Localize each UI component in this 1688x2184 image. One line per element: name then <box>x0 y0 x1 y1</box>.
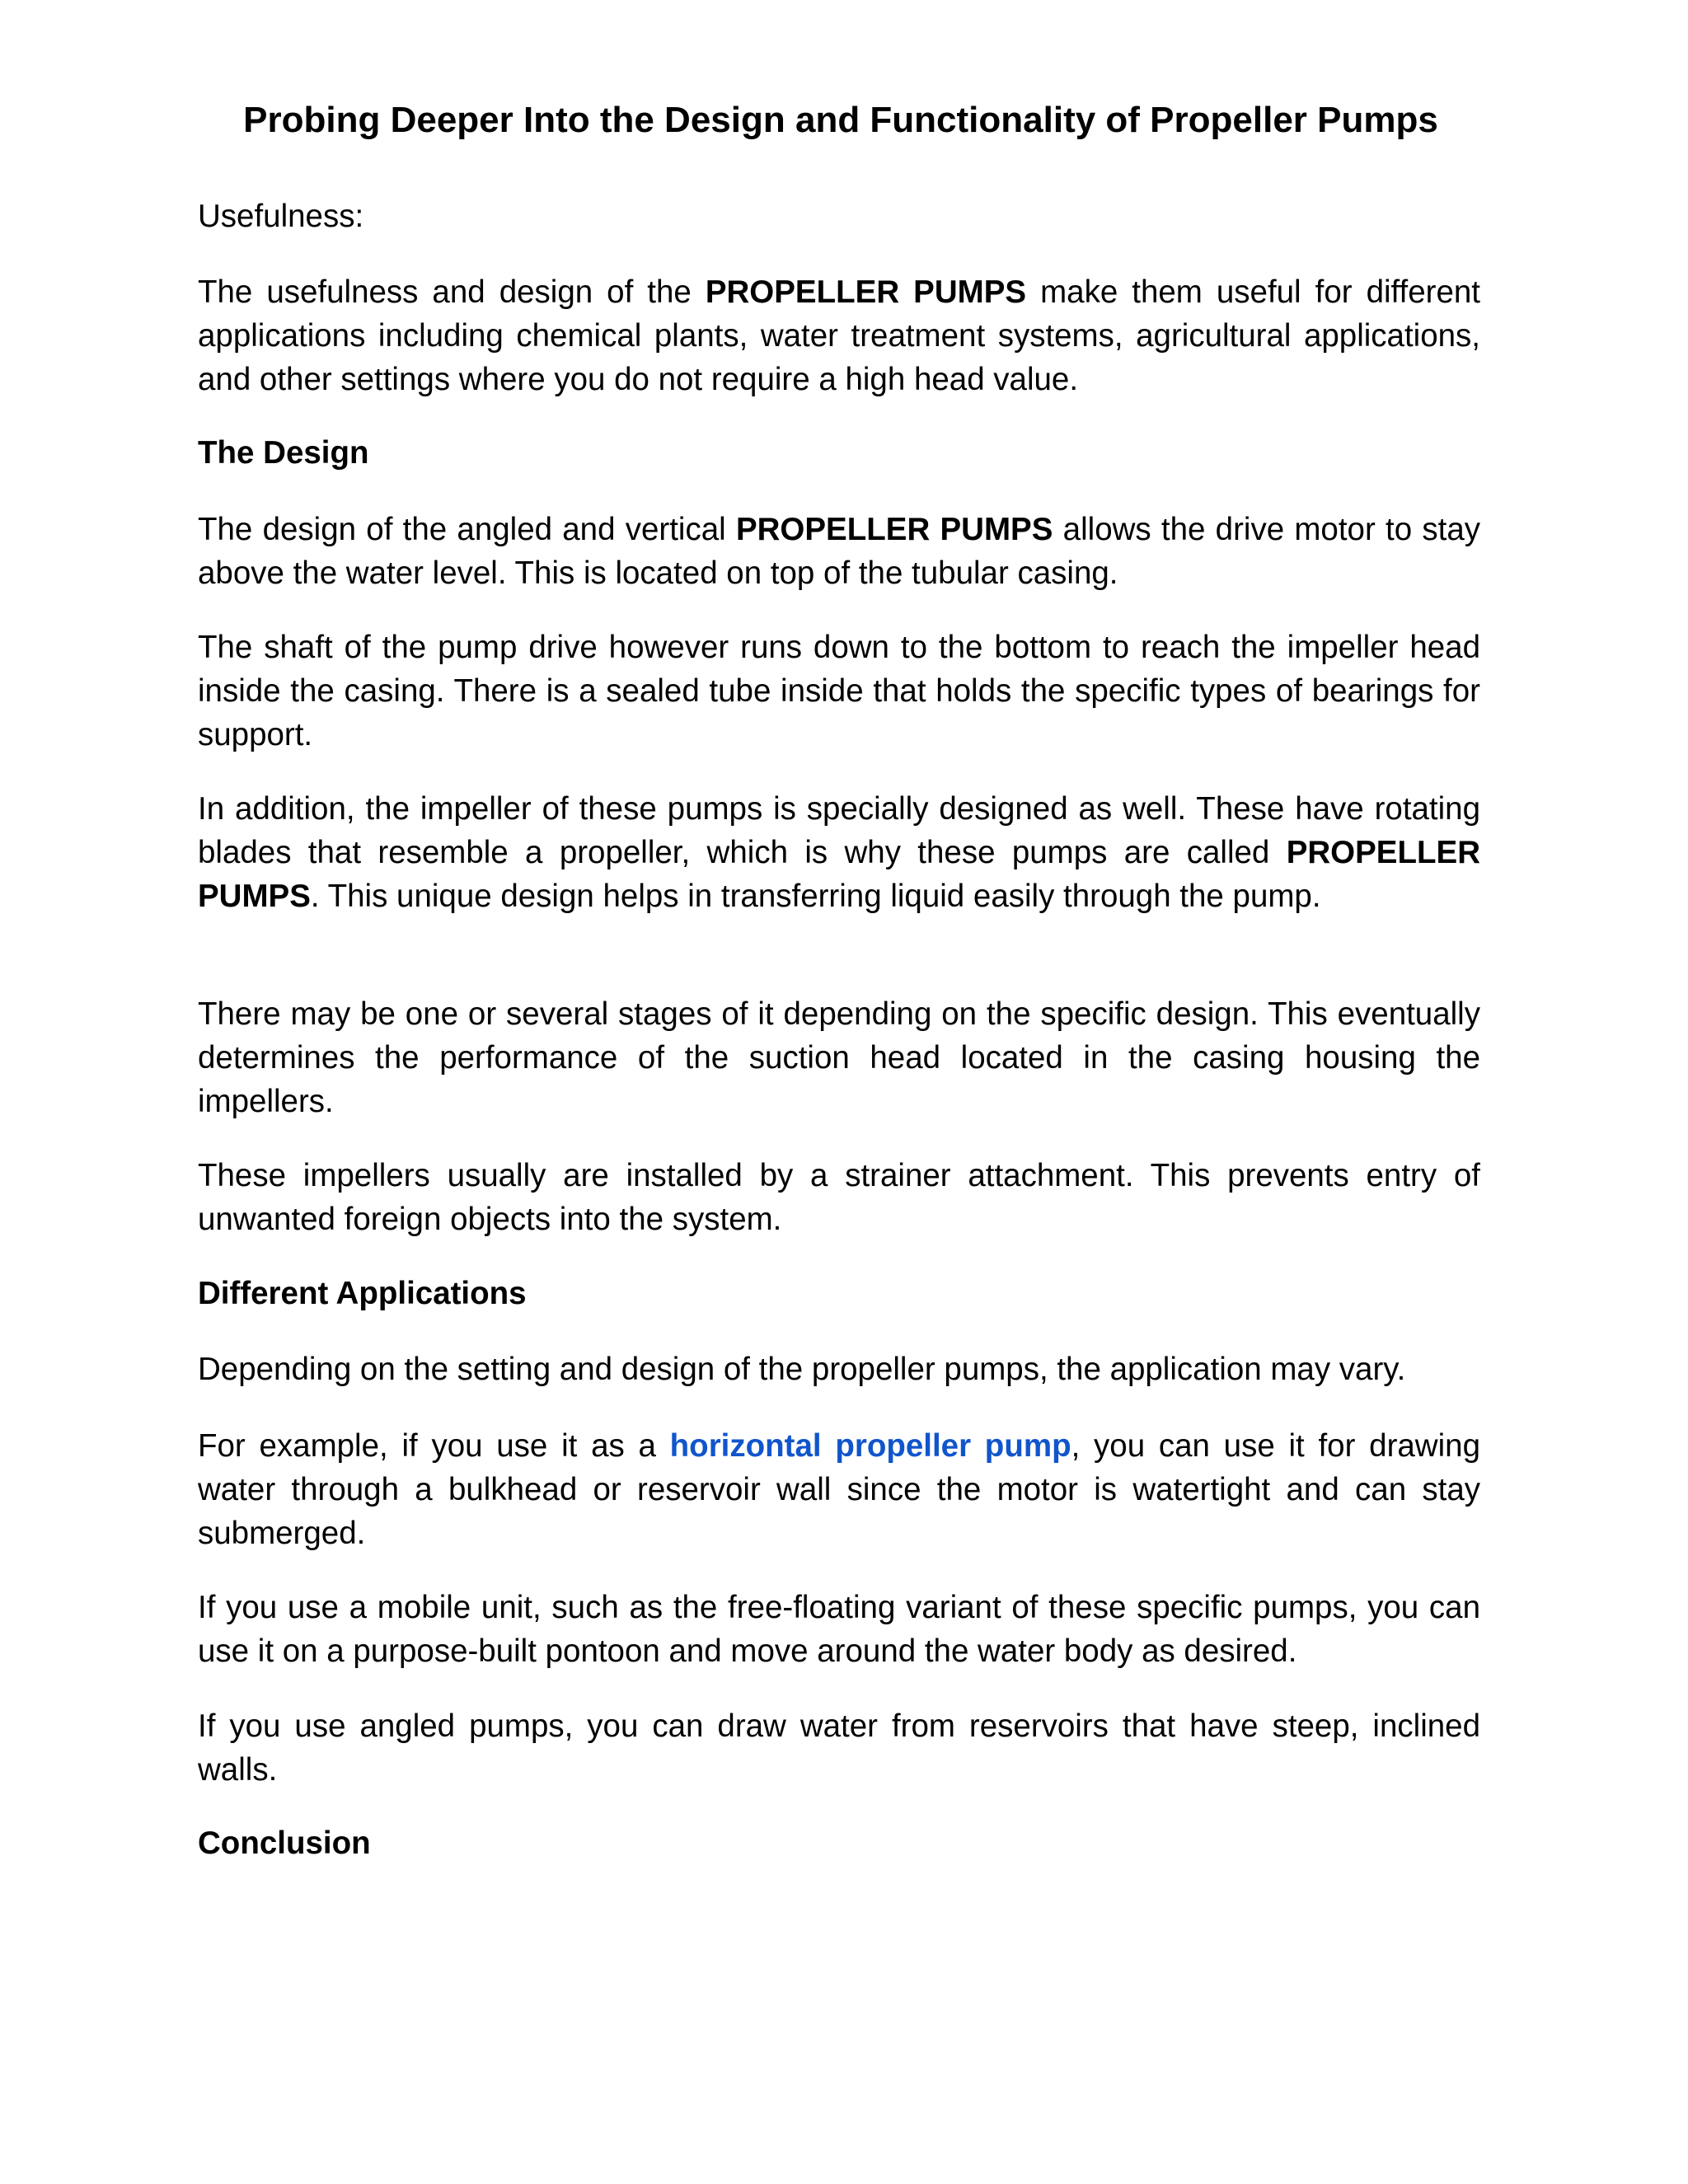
paragraph-design-stages: There may be one or several stages of it depending on the specific design. This eventually determines the performance of the suction head located in the casing housing the impellers. <box>198 996 1480 1119</box>
usefulness-label: Usefulness: <box>198 199 364 234</box>
section-heading-design: The Design <box>198 435 369 471</box>
paragraph-text: allows the drive motor to stay above the water level. This is located on top of the tubular casing. <box>198 512 1480 591</box>
paragraph-applications-angled: If you use angled pumps, you can draw water from reservoirs that have steep, inclined walls. <box>198 1708 1480 1788</box>
paragraph-text: The design of the angled and vertical <box>198 512 736 547</box>
horizontal-propeller-pump-link[interactable]: horizontal propeller pump <box>669 1428 1071 1464</box>
paragraph-text: For example, if you use it as a <box>198 1428 670 1464</box>
section-heading-conclusion: Conclusion <box>198 1825 371 1861</box>
paragraph-design-strainer: These impellers usually are installed by a strainer attachment. This prevents entry of unwanted foreign objects into the system. <box>198 1158 1480 1237</box>
paragraph-text: The usefulness and design of the <box>198 274 706 310</box>
paragraph-text: , you can use it for drawing water through a bulkhead or reservoir wall since the motor is watertight and can stay submerged. <box>198 1428 1480 1551</box>
paragraph-design-motor <box>198 508 1480 595</box>
paragraph-applications-intro: Depending on the setting and design of the propeller pumps, the application may vary. <box>198 1352 1406 1387</box>
paragraph-design-impeller <box>198 787 1480 918</box>
bold-term: PROPELLER PUMPS <box>735 512 1053 547</box>
bold-term: PROPELLER PUMPS <box>198 835 1480 914</box>
paragraph-usefulness <box>198 270 1480 401</box>
paragraph-design-shaft: The shaft of the pump drive however runs down to the bottom to reach the impeller head inside the casing. There is a sealed tube inside that holds the specific types of bearings for support. <box>198 630 1480 752</box>
paragraph-applications-mobile: If you use a mobile unit, such as the free-floating variant of these specific pumps, you can use it on a purpose-built pontoon and move around the water body as desired. <box>198 1590 1480 1669</box>
paragraph-text: In addition, the impeller of these pumps is specially designed as well. These have rotating blades that resemble a propeller, which is why these pumps are called <box>198 791 1480 870</box>
paragraph-text: make them useful for different applications including chemical plants, water treatment systems, agricultural applications, and other settings where you do not require a high head value. <box>198 274 1480 397</box>
paragraph-applications-horizontal <box>198 1424 1480 1555</box>
section-heading-applications: Different Applications <box>198 1276 527 1311</box>
paragraph-text: . This unique design helps in transferring liquid easily through the pump. <box>310 879 1321 914</box>
bold-term: PROPELLER PUMPS <box>705 274 1027 310</box>
page-title: Probing Deeper Into the Design and Functionality of Propeller Pumps <box>243 100 1438 140</box>
